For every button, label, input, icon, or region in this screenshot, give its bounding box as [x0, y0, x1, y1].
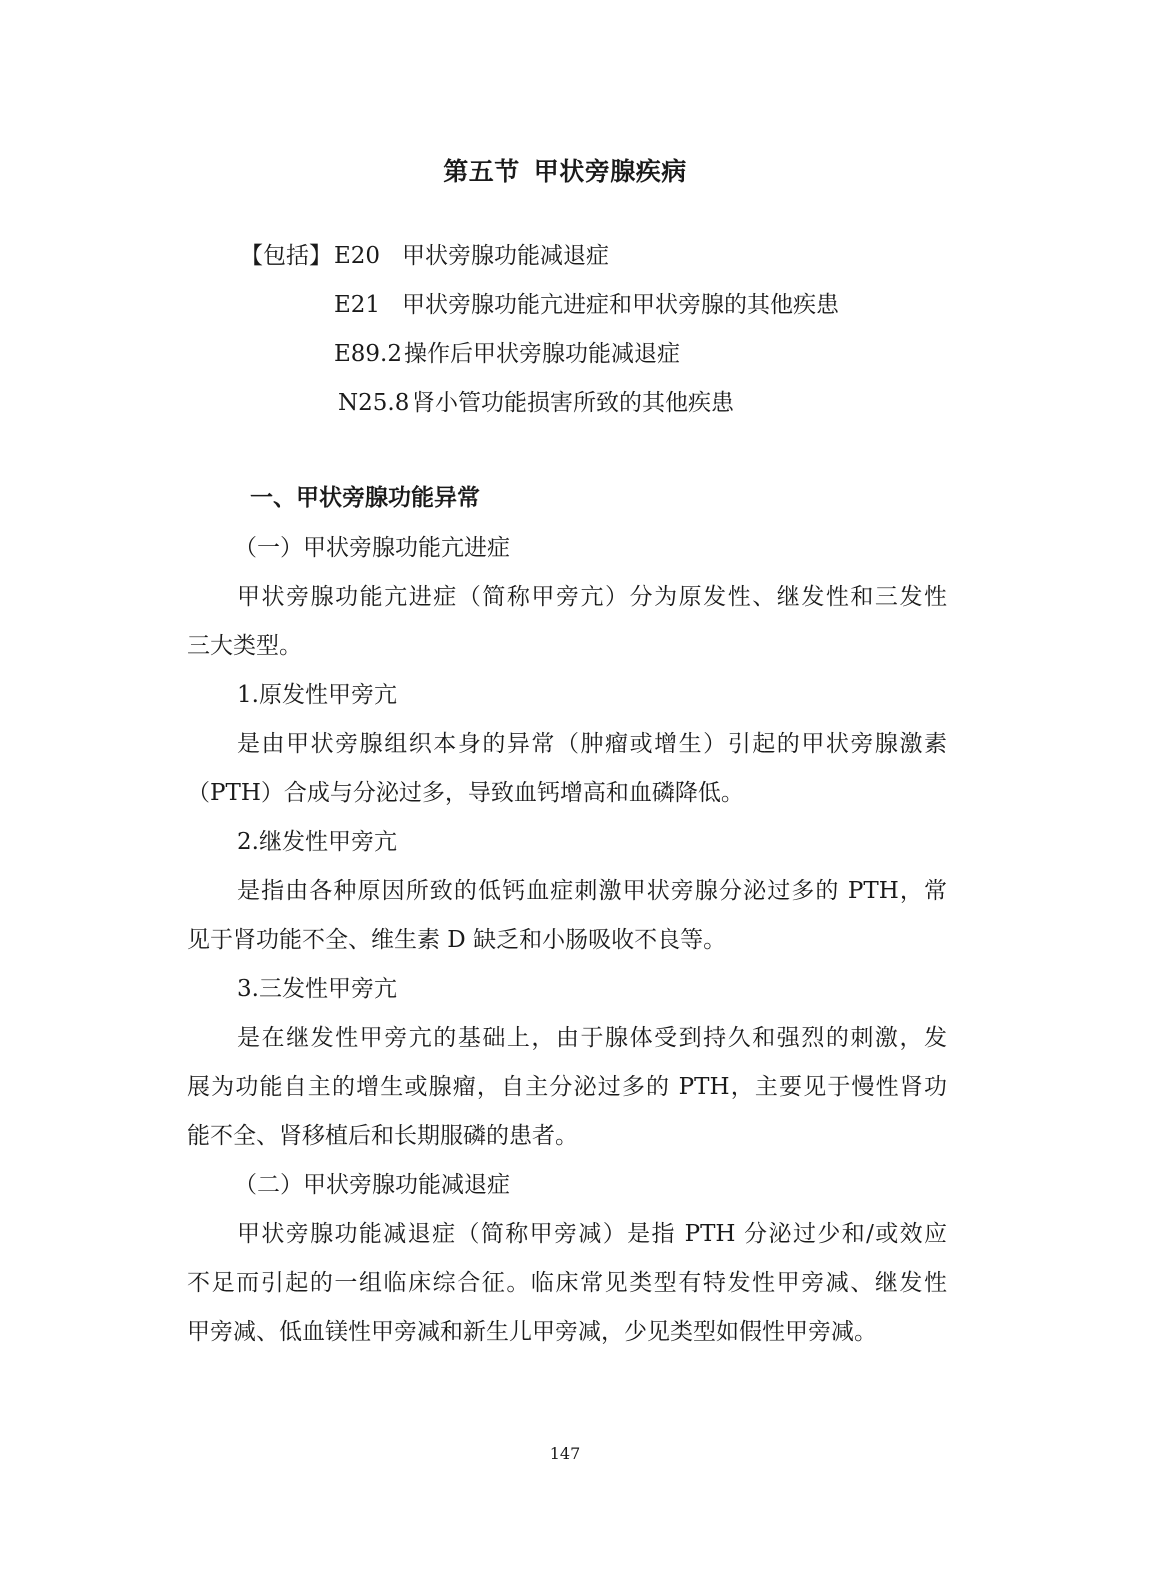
- icd-code: E20: [334, 243, 381, 269]
- section-number: 第五节: [443, 157, 520, 186]
- subheading: （一）甲状旁腺功能亢进症: [234, 535, 510, 561]
- includes-label: 【包括】: [240, 243, 332, 269]
- section-title: [0, 152, 1130, 192]
- paragraph-line: 甲状旁腺功能亢进症（简称甲旁亢）分为原发性、继发性和三发性: [237, 584, 947, 610]
- icd-description: 甲状旁腺功能亢进症和甲状旁腺的其他疾患: [402, 292, 839, 318]
- paragraph-line: 见于肾功能不全、维生素 D 缺乏和小肠吸收不良等。: [187, 927, 727, 953]
- paragraph-line: （PTH）合成与分泌过多，导致血钙增高和血磷降低。: [187, 780, 744, 806]
- icd-description: 操作后甲状旁腺功能减退症: [404, 341, 680, 367]
- icd-code: N25.8: [338, 390, 410, 416]
- includes-row: [240, 232, 839, 281]
- item-title: 3.三发性甲旁亢: [237, 976, 397, 1002]
- includes-row: [240, 330, 839, 379]
- icd-code: E21: [334, 292, 381, 318]
- includes-spacer: [240, 281, 334, 330]
- paragraph-line: 不足而引起的一组临床综合征。临床常见类型有特发性甲旁减、继发性: [187, 1270, 947, 1296]
- paragraph-line: 能不全、肾移植后和长期服磷的患者。: [187, 1123, 578, 1149]
- icd-description: 肾小管功能损害所致的其他疾患: [412, 390, 734, 416]
- paragraph-line: 是指由各种原因所致的低钙血症刺激甲状旁腺分泌过多的 PTH，常: [237, 878, 947, 904]
- subheading: （二）甲状旁腺功能减退症: [234, 1172, 510, 1198]
- heading-level-1: 一、甲状旁腺功能异常: [250, 485, 480, 511]
- paragraph-line: 是在继发性甲旁亢的基础上，由于腺体受到持久和强烈的刺激，发: [237, 1025, 947, 1051]
- item-title: 2.继发性甲旁亢: [237, 829, 397, 855]
- paragraph-line: 是由甲状旁腺组织本身的异常（肿瘤或增生）引起的甲状旁腺激素: [237, 731, 947, 757]
- body-text: [187, 524, 947, 1357]
- item-title: 1.原发性甲旁亢: [237, 682, 397, 708]
- includes-spacer: [240, 330, 334, 379]
- includes-row: [240, 281, 839, 330]
- includes-block: [240, 232, 839, 428]
- section-name: 甲状旁腺疾病: [533, 157, 687, 186]
- icd-code: E89.2: [334, 341, 403, 367]
- page-number: 147: [549, 1444, 581, 1463]
- includes-row: [240, 379, 839, 428]
- icd-description: 甲状旁腺功能减退症: [402, 243, 609, 269]
- paragraph-line: 展为功能自主的增生或腺瘤，自主分泌过多的 PTH，主要见于慢性肾功: [187, 1074, 947, 1100]
- paragraph-line: 甲状旁腺功能减退症（简称甲旁减）是指 PTH 分泌过少和/或效应: [237, 1221, 947, 1247]
- paragraph-line: 三大类型。: [187, 633, 302, 659]
- paragraph-line: 甲旁减、低血镁性甲旁减和新生儿甲旁减，少见类型如假性甲旁减。: [187, 1319, 877, 1345]
- includes-spacer: [240, 379, 334, 428]
